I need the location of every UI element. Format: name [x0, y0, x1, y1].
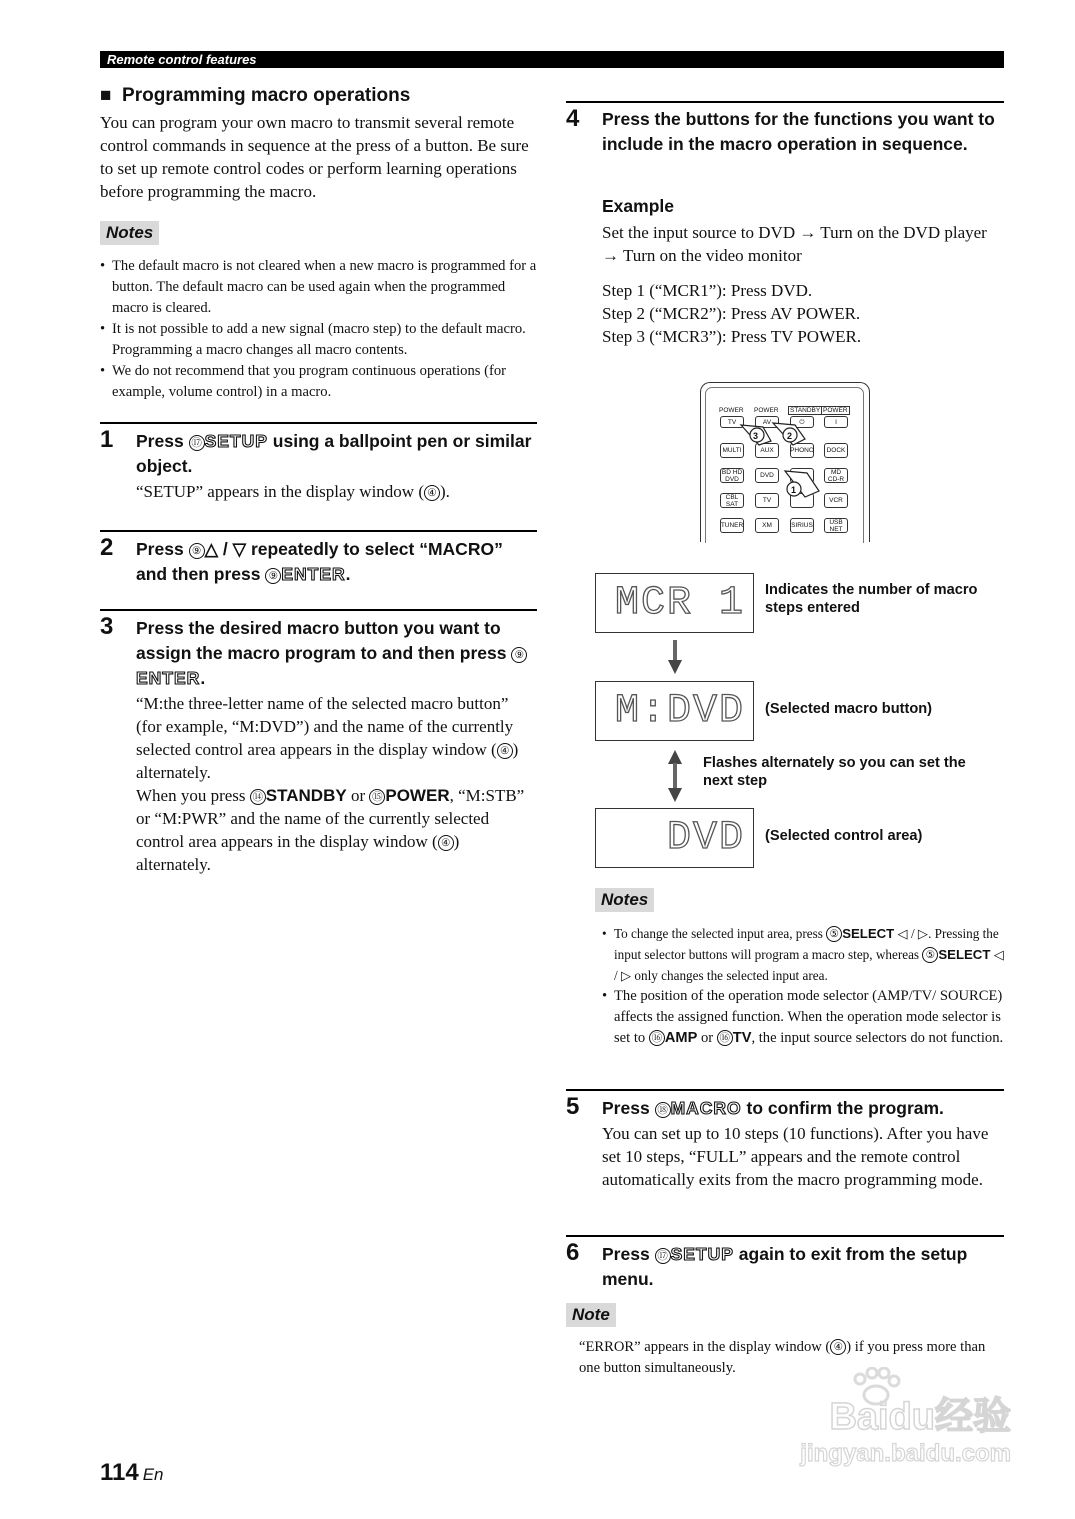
- usb-net-button: USB NET: [824, 518, 848, 533]
- key-number-14-icon: ⑭: [250, 789, 266, 805]
- display-mcr1: MCR 1: [595, 573, 754, 633]
- notes-box-right: [595, 888, 654, 912]
- step-6-number: 6: [566, 1239, 580, 1266]
- page-number: 114: [100, 1459, 139, 1486]
- macro-key-label: MACRO: [670, 1098, 742, 1118]
- watermark: [766, 1385, 1011, 1468]
- paw-logo-icon: [846, 1367, 906, 1407]
- step-1-rule: [100, 422, 537, 424]
- step-2-number: 2: [100, 534, 114, 561]
- key-number-9-icon: ⑨: [189, 543, 205, 559]
- final-note-text: “ERROR” appears in the display window ( ④ ) if you press more than one button simultaneously.: [579, 1339, 986, 1376]
- standby-label: STANDBY: [790, 407, 821, 414]
- title-text: Programming macro operations: [122, 85, 411, 106]
- display-window-ref-icon: ④: [497, 743, 513, 759]
- power-label: POWER: [823, 407, 848, 414]
- sirius-button: SIRIUS: [790, 518, 814, 533]
- watermark-url: jingyan.baidu.com: [800, 1440, 1011, 1467]
- step-5-heading: Press ⑱ MACRO to confirm the program.: [602, 1098, 944, 1118]
- display-mdvd-callout: (Selected macro button): [765, 701, 933, 717]
- tv-power-button: TV: [720, 416, 744, 428]
- key-number-15-icon: ⑮: [369, 789, 385, 805]
- step-2-heading: Press ⑨ △ / ▽ repeatedly to select “MACRO” and then press ⑨ ENTER.: [136, 539, 503, 584]
- notes-label: Notes: [595, 888, 654, 912]
- step-5-body: You can set up to 10 steps (10 functions). After you have set 10 steps, “FULL” appears and the remote control automatically exits from the macro programming mode.: [602, 1124, 989, 1189]
- notes-box-left: [100, 221, 159, 245]
- key-number-16-icon: ⑯: [649, 1030, 665, 1046]
- intro-paragraph: You can program your own macro to transmit several remote control commands in sequence at the press of a button. Be sure to set up remote control codes or perform learning operations before programming the macro.: [100, 113, 529, 201]
- key-number-18-icon: ⑱: [655, 1102, 671, 1118]
- phono-button: PHONO: [790, 443, 814, 458]
- step-6-heading: Press ⑰ SETUP again to exit from the setup menu.: [602, 1244, 968, 1289]
- note-item: • It is not possible to add a new signal (macro step) to the default macro. Programming a macro changes all macro contents.: [100, 319, 537, 361]
- xm-button: XM: [755, 518, 779, 533]
- step-6-rule: [566, 1235, 1004, 1237]
- step-4-number: 4: [566, 105, 580, 132]
- note-box-final: [566, 1303, 616, 1327]
- down-arrow-icon: [666, 640, 684, 676]
- step-3-number: 3: [100, 613, 114, 640]
- step-1-body: “SETUP” appears in the display window ( ④ ).: [136, 482, 450, 501]
- tv-button: TV: [755, 493, 779, 508]
- md-cdr-button: MD CD-R: [824, 468, 848, 483]
- key-number-9-icon: ⑨: [511, 647, 527, 663]
- step-line: Step 1 (“MCR1”): Press DVD.: [602, 281, 813, 300]
- step-3-body: “M:the three-letter name of the selected macro button” (for example, “M:DVD”) and the name of the currently selected control area appears in the display window ( ④ ) alternately. When you press ⑭ STANDBY or ⑮ POWER, “M:STB” or “M:PWR” and the name of the currently selected control area appears in the display window ( ④ ) alternately.: [136, 694, 525, 874]
- display-window-ref-icon: ④: [438, 835, 454, 851]
- note-item: • We do not recommend that you program continuous operations (for example, volume control) in a macro.: [100, 361, 537, 403]
- notes-list-left: [100, 256, 537, 403]
- step-4-heading: Press the buttons for the functions you want to include in the macro operation in sequence.: [602, 109, 995, 154]
- note-label: Note: [566, 1303, 616, 1327]
- display-window-ref-icon: ④: [424, 485, 440, 501]
- key-number-17-icon: ⑰: [655, 1248, 671, 1264]
- step-line: Step 2 (“MCR2”): Press AV POWER.: [602, 304, 861, 323]
- note-item: • To change the selected input area, press ⑤ SELECT ◁ / ▷. Pressing the input selector buttons will program a macro step, whereas ⑤ SELECT ◁ / ▷ only changes the selected input area.: [602, 923, 1004, 986]
- key-number-16-icon: ⑯: [717, 1030, 733, 1046]
- standby-button: ⏻: [790, 416, 814, 428]
- av-power-button: AV: [755, 416, 779, 428]
- dock-button: DOCK: [824, 443, 848, 458]
- step-4-rule: [566, 101, 1004, 103]
- left-right-arrows-icon: ◁ / ▷: [897, 926, 929, 941]
- step-mark-2: 2: [787, 431, 793, 441]
- step-5-number: 5: [566, 1093, 580, 1120]
- page-language: En: [142, 1465, 164, 1484]
- display-mcr1-callout: Indicates the number of macro steps entered: [765, 582, 978, 616]
- notes-label: Notes: [100, 221, 159, 245]
- step-mark-1: 1: [791, 485, 797, 495]
- step-line: Step 3 (“MCR3”): Press TV POWER.: [602, 327, 862, 346]
- section-title: [100, 85, 410, 107]
- step-lines: [602, 279, 1002, 348]
- key-number-17-icon: ⑰: [189, 435, 205, 451]
- step-mark-3: 3: [753, 431, 759, 441]
- example-text: Set the input source to DVD → Turn on the DVD player → Turn on the video monitor: [602, 223, 987, 265]
- step-3-rule: [100, 609, 537, 611]
- display-dvd-callout: (Selected control area): [765, 828, 923, 844]
- pointing-hands-icon: [701, 383, 871, 543]
- display-window-ref-icon: ④: [830, 1339, 846, 1355]
- key-number-5-icon: ⑤: [922, 947, 938, 963]
- display-dvd: DVD: [595, 808, 754, 868]
- flash-callout: Flashes alternately so you can set the next step: [703, 755, 966, 789]
- vcr-button: VCR: [824, 493, 848, 508]
- note-item: • The default macro is not cleared when a new macro is programmed for a button. The default macro can be used again when the programmed macro is cleared.: [100, 256, 537, 319]
- dvd-button: DVD: [755, 468, 779, 483]
- example-label: Example: [602, 196, 674, 216]
- bd-hddvd-button: BD HD DVD: [721, 468, 743, 483]
- display-mdvd: M:DVD: [595, 681, 754, 741]
- power-label: POWER: [754, 407, 779, 414]
- cursor-up-down-icon: △ / ▽: [204, 539, 247, 559]
- notes-list-right: [602, 923, 1004, 1049]
- page-footer: [100, 1459, 164, 1487]
- step-1-heading: Press ⑰ SETUP using a ballpoint pen or similar object.: [136, 431, 532, 476]
- step-3-heading: Press the desired macro button you want to assign the macro program to and then press ⑨ENTER.: [136, 616, 536, 691]
- key-number-5-icon: ⑤: [826, 926, 842, 942]
- key-number-9-icon: ⑨: [265, 568, 281, 584]
- section-header-bar: Remote control features: [100, 51, 1004, 68]
- setup-key-label: SETUP: [204, 431, 268, 451]
- tuner-button: TUNER: [720, 518, 744, 533]
- remote-illustration: [700, 382, 870, 542]
- power-label: POWER: [719, 407, 744, 414]
- enter-key-label: ENTER: [136, 668, 201, 688]
- enter-key-label: ENTER: [281, 564, 346, 584]
- up-down-arrow-icon: [666, 750, 684, 802]
- setup-key-label: SETUP: [670, 1244, 734, 1264]
- title-marker: ■: [100, 85, 112, 106]
- aux-button: AUX: [755, 443, 779, 458]
- cbl-sat-button: CBL SAT: [720, 493, 744, 508]
- watermark-brand: Baidu经验: [829, 1396, 1011, 1438]
- step-2-rule: [100, 530, 537, 532]
- system-power-button: I: [824, 416, 848, 428]
- step-1-number: 1: [100, 426, 114, 453]
- note-item: • The position of the operation mode selector (AMP/TV/ SOURCE) affects the assigned function. When the operation mode selector is set to ⑯ AMP or ⑯ TV, the input source selectors do not function.: [602, 986, 1004, 1049]
- multi-button: MULTI: [720, 443, 744, 458]
- step-5-rule: [566, 1089, 1004, 1091]
- left-right-arrows-icon: ◁ / ▷: [614, 947, 1004, 983]
